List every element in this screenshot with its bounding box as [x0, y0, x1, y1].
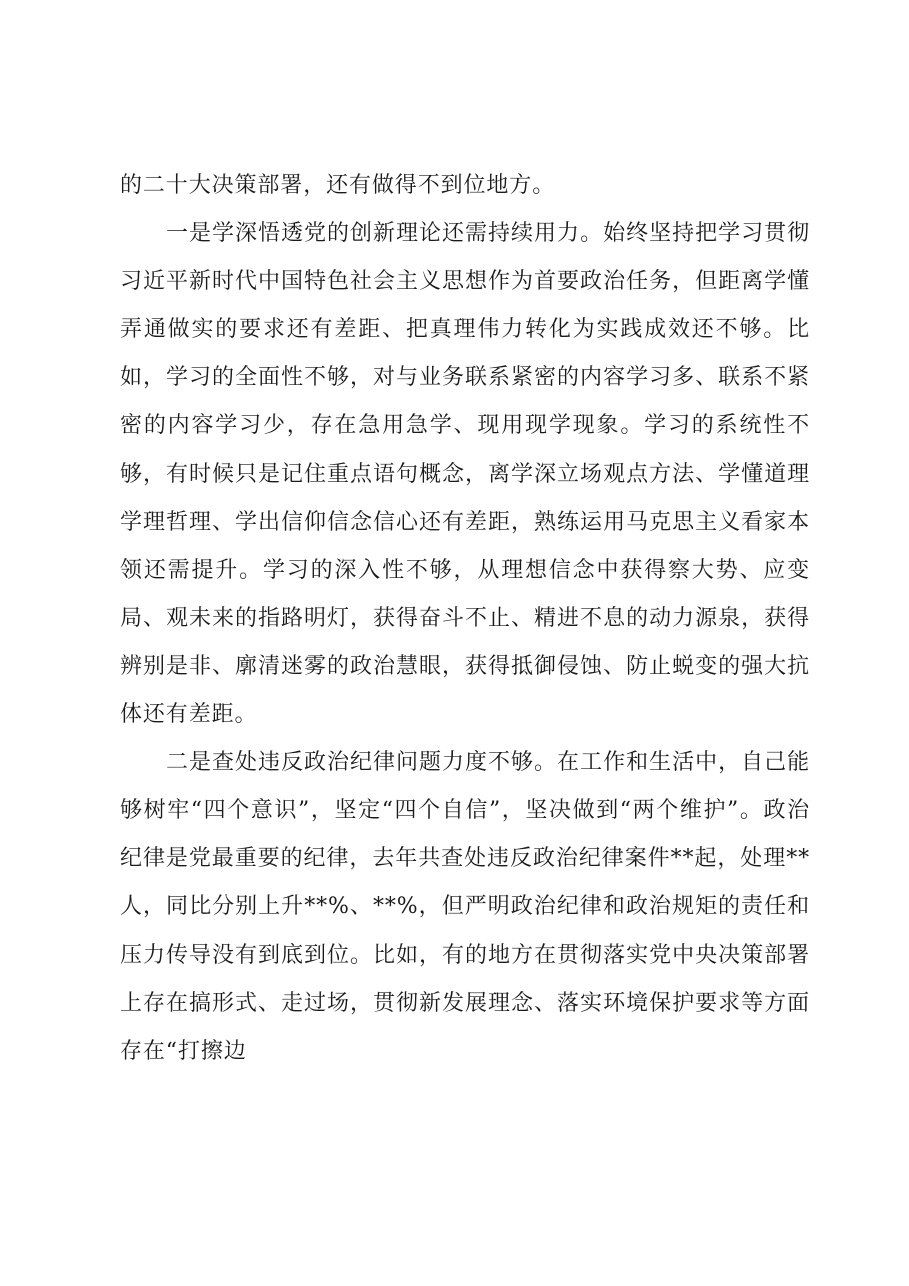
paragraph-political-discipline: 二是查处违反政治纪律问题力度不够。在工作和生活中，自己能够树牢“四个意识”，坚定“四个自信”，坚决做到“两个维护”。政治纪律是党最重要的纪律，去年共查处违反政治纪律案件**起，处理**人，同比分别上升**%、**%，但严明政治纪律和政治规矩的责任和压力传导没有到底到位。比如，有的地方在贯彻落实党中央决策部署上存在搞形式、走过场，贯彻新发展理念、落实环境保护要求等方面存在“打擦边 — [120, 750, 810, 1064]
paragraph-continuation: 的二十大决策部署，还有做得不到位地方。 — [120, 173, 556, 198]
document-body — [120, 162, 810, 1076]
paragraph-theory-study: 一是学深悟透党的创新理论还需持续用力。始终坚持把学习贯彻习近平新时代中国特色社会主义思想作为首要政治任务，但距离学懂弄通做实的要求还有差距、把真理伟力转化为实践成效还不够。比如，学习的全面性不够，对与业务联系紧密的内容学习多、联系不紧密的内容学习少，存在急用急学、现用现学现象。学习的系统性不够，有时候只是记住重点语句概念，离学深立场观点方法、学懂道理学理哲理、学出信仰信念信心还有差距，熟练运用马克思主义看家本领还需提升。学习的深入性不够，从理想信念中获得察大势、应变局、观未来的指路明灯，获得奋斗不止、精进不息的动力源泉，获得辨别是非、廓清迷雾的政治慧眼，获得抵御侵蚀、防止蜕变的强大抗体还有差距。 — [120, 221, 810, 728]
